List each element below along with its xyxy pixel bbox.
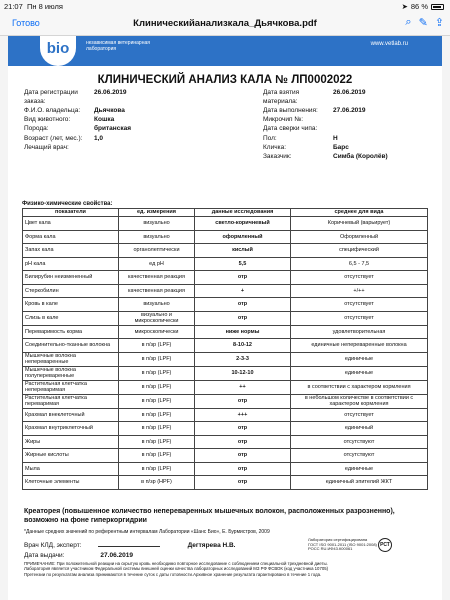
table-header: показатели [23,209,119,217]
table-cell: Жирные кислоты [23,449,119,463]
meta-left [24,89,131,153]
table-cell: + [195,284,291,298]
table-row [23,435,428,449]
table-row [23,230,428,244]
table-cell: Мыла [23,462,119,476]
doctor-name: Дегтярева Н.В. [187,542,236,549]
meta-right [263,89,388,163]
meta-row [24,125,131,134]
table-cell: Стеркобилин [23,284,119,298]
table-cell: единичные [291,366,428,380]
table-cell: в п/зр (LPF) [119,339,195,353]
table-cell: отр [195,394,291,408]
table-cell: Крахмал внутриклеточный [23,422,119,436]
report-title: КЛИНИЧЕСКИЙ АНАЛИЗ КАЛА № ЛП0002022 [97,74,353,86]
table-cell: 8-10-12 [195,339,291,353]
table-row [23,476,428,490]
table-cell: +++ [195,408,291,422]
note-line: Претензии по результатам анализа принимаются в течение суток с даты готовности.Архивное хранение результата гарантировано в течение 1 года. [24,571,322,577]
meta-label: Вид животного: [24,116,71,124]
meta-row [24,116,131,125]
nav-actions [405,16,444,29]
table-cell: Кровь в кале [23,298,119,312]
meta-value: Н [333,134,338,142]
meta-label: Кличка: [263,143,287,151]
status-indicators [402,2,444,11]
doctor-block [24,541,236,561]
table-cell: Мышечные волокна непереваренные [23,352,119,366]
meta-label: Дата выполнения: [263,106,318,114]
conclusion: Креаторея (повышенное количество непереваренных мышечных волокон, расположенных разрозненно), возможно на фоне гиперкоргидрии [24,508,395,524]
meta-label: Возраст (лет, мес.): [24,134,83,142]
battery-percent: 86 % [410,2,428,11]
pdf-page[interactable] [8,36,442,600]
table-cell: ед pH [119,257,195,271]
table-cell: 5,5 [195,257,291,271]
table-cell: отр [195,435,291,449]
battery-icon [431,4,444,10]
share-icon[interactable]: ⇪ [434,17,444,29]
table-row [23,380,428,394]
doctor-role: Врач КЛД, эксперт: [24,542,82,549]
table-cell: Крахмал внеклеточный [23,408,119,422]
table-cell: в п/зр (HPF) [119,476,195,490]
meta-row [263,116,388,125]
table-row [23,257,428,271]
table-cell: оформленный [195,230,291,244]
document-title: Клиническийанализкала_Дьячкова.pdf [133,18,317,29]
meta-label: Ф.И.О. владельца: [24,106,81,114]
table-cell: Растительная клетчатка переваримая [23,394,119,408]
table-row [23,271,428,285]
table-cell: 2-3-3 [195,352,291,366]
table-row [23,462,428,476]
status-time-date: 21:07 Пн 8 июля [4,2,63,11]
table-cell: в п/зр (LPF) [119,394,195,408]
note-line: Лаборатория является участником Федеральной системы внешней оценки качества лабораторных исследований МЗ РФ ФСВОК (код участника 10705) [24,566,329,572]
meta-value: 1,0 [94,134,104,142]
table-cell: единичный [291,422,428,436]
table-cell: микроскопически [119,325,195,339]
meta-row [24,135,131,144]
meta-label: Лечащий врач: [24,143,69,151]
table-cell: Оформленный [291,230,428,244]
table-cell: в п/зр (LPF) [119,366,195,380]
meta-row [24,144,131,153]
table-cell: pH кала [23,257,119,271]
table-row [23,244,428,258]
meta-row [263,144,388,153]
table-cell: Соединительно-тканные волокна [23,339,119,353]
table-cell: отсутствует [291,311,428,325]
table-row [23,311,428,325]
table-cell: единичный эпителий ЖКТ [291,476,428,490]
table-cell: +/++ [291,284,428,298]
table-cell: Растительная клетчатка непереваримая [23,380,119,394]
table-cell: визуально [119,298,195,312]
table-cell: 10-12-10 [195,366,291,380]
table-row [23,408,428,422]
meta-row [263,89,388,106]
table-row [23,449,428,463]
done-button[interactable]: Готово [12,18,40,28]
pdf-nav-bar [0,12,450,36]
table-cell: в п/зр (LPF) [119,380,195,394]
lab-tagline: независимая ветеринарная лаборатория [86,40,150,52]
results-table [22,208,428,490]
table-cell: Форма кала [23,230,119,244]
meta-label: Дата сверки чипа: [263,125,318,133]
meta-label: Заказчик: [263,153,292,161]
table-cell: Цвет кала [23,217,119,231]
lab-logo: bio [40,36,76,66]
table-cell: в п/зр (LPF) [119,449,195,463]
table-cell: отр [195,298,291,312]
table-cell: визуально [119,217,195,231]
meta-row [263,107,388,116]
table-cell: кислый [195,244,291,258]
notes [24,561,428,577]
table-header: данные исследования [195,209,291,217]
table-row [23,422,428,436]
table-cell: отр [195,462,291,476]
table-header: ед. измерения [119,209,195,217]
section-title: Физико-химические свойства: [22,201,113,207]
lab-header-band [8,36,442,66]
table-row [23,339,428,353]
table-cell: отсутствует [291,271,428,285]
lab-website: www.vetlab.ru [370,41,408,47]
certification-stamp: Лаборатория сертифицирована ГОСТ ISO 9001-2011 (ISO 9001:2008) РОСС RU.ИФ43.К00061 [308,537,377,551]
meta-value: Симба (Королёв) [333,153,388,161]
table-cell: светло-коричневый [195,217,291,231]
table-row [23,217,428,231]
table-cell: единичные непереваренные волокна [291,339,428,353]
table-cell: Клеточные элементы [23,476,119,490]
issue-date-label: Дата выдачи: [24,552,65,559]
table-cell: качественная реакция [119,284,195,298]
table-cell: в небольшом количестве в соответствии с характером кормления [291,394,428,408]
table-cell: отр [195,449,291,463]
meta-label: Дата регистрации заказа: [24,89,78,105]
issue-date: 27.06.2019 [100,552,133,559]
meta-label: Микрочип №: [263,116,304,124]
location-icon: ➤ [401,2,408,11]
table-cell: отр [195,311,291,325]
cert-mark: РСТ [378,538,392,552]
table-cell: отсутствуют [291,449,428,463]
signature-line [98,546,160,547]
table-cell: Слизь в кале [23,311,119,325]
table-cell: Билирубин неизмененный [23,271,119,285]
meta-value: 26.06.2019 [94,89,127,96]
markup-icon[interactable]: ✎ [418,17,428,29]
table-cell: визуально [119,230,195,244]
table-cell: в п/зр (LPF) [119,352,195,366]
meta-label: Дата взятия материала: [263,89,300,105]
meta-value: Кошка [94,116,115,124]
table-cell: единичные [291,352,428,366]
status-bar [0,0,450,12]
table-cell: в п/зр (LPF) [119,462,195,476]
table-cell: качественная реакция [119,271,195,285]
table-cell: визуально и микроскопически [119,311,195,325]
meta-row [24,107,131,116]
table-cell: отсутствует [291,298,428,312]
meta-value: Барс [333,143,349,151]
table-row [23,352,428,366]
table-row [23,325,428,339]
meta-value: 27.06.2019 [333,106,366,114]
table-cell: Коричневый (варьирует) [291,217,428,231]
meta-row [263,125,388,134]
table-cell: удовлетворительная [291,325,428,339]
table-cell: Мышечные волокна полупереваренные [23,366,119,380]
meta-row [263,153,388,162]
table-cell: Переваримость корма [23,325,119,339]
table-cell: отр [195,422,291,436]
table-row [23,298,428,312]
table-cell: Запах кала [23,244,119,258]
meta-label: Пол: [263,134,277,142]
table-cell: ++ [195,380,291,394]
meta-row [24,89,131,106]
meta-row [263,135,388,144]
table-cell: единичные [291,462,428,476]
table-cell: 6,5 - 7,5 [291,257,428,271]
table-cell: органолептически [119,244,195,258]
table-cell: специфический [291,244,428,258]
footnote: *Данные средних значений по референтным интервалам Лаборатории «Шанс Био», Е. Бурмистров, 2009 [24,529,270,535]
table-header: среднее для вида [291,209,428,217]
table-cell: Жиры [23,435,119,449]
table-cell: в п/зр (LPF) [119,422,195,436]
table-cell: в п/зр (LPF) [119,435,195,449]
meta-label: Порода: [24,125,49,133]
note-line: ПРИМЕЧАНИЕ: При положительной реакции на скрытую кровь необходимо повторное исследование с соблюдением специальной трехдневной диеты. [24,561,328,566]
table-row [23,366,428,380]
table-row [23,284,428,298]
table-cell: отр [195,271,291,285]
table-cell: ниже нормы [195,325,291,339]
table-cell: отсутствует [291,408,428,422]
search-icon[interactable]: ⌕ [405,16,412,28]
meta-value: 26.06.2019 [333,89,366,96]
table-cell: в соответствии с характером кормления [291,380,428,394]
meta-value: Дьячкова [94,106,125,114]
table-cell: отсутствуют [291,435,428,449]
table-row [23,394,428,408]
table-cell: отр [195,476,291,490]
meta-value: британская [94,125,131,133]
table-cell: в п/зр (LPF) [119,408,195,422]
